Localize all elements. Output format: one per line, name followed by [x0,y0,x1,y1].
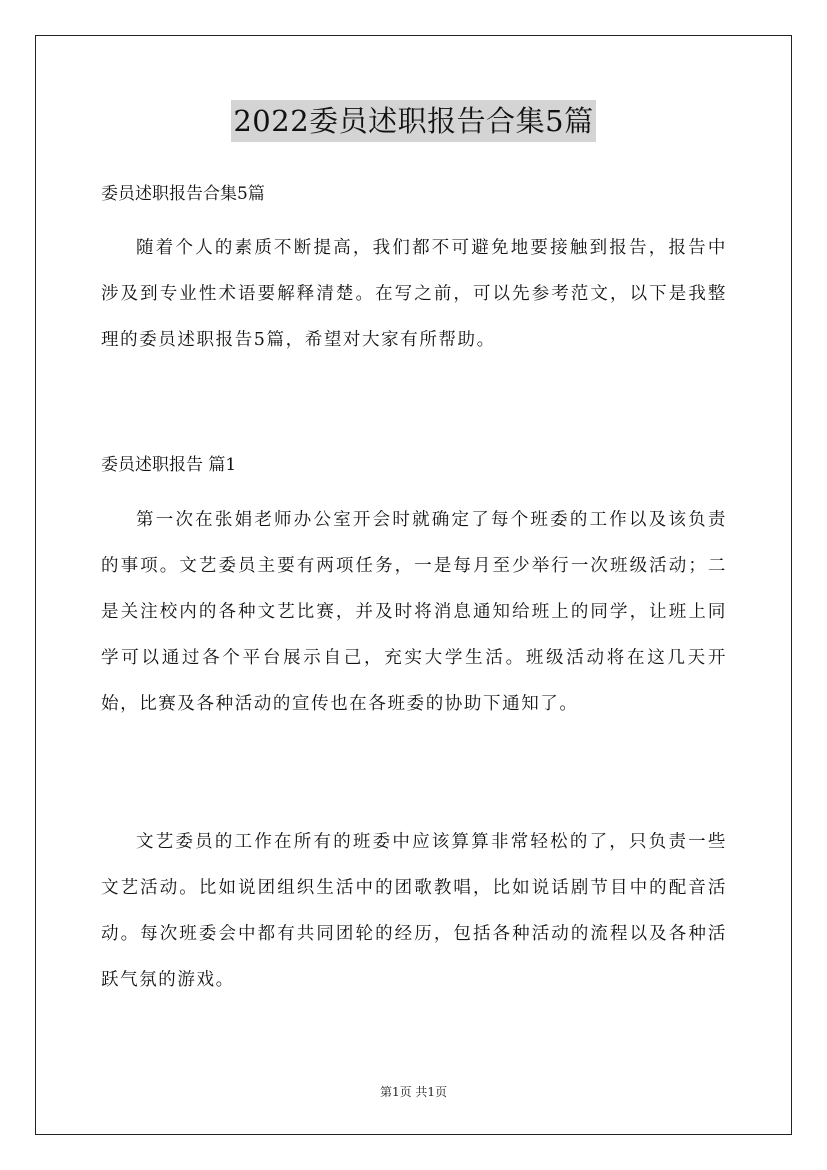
intro-paragraph: 随着个人的素质不断提高，我们都不可避免地要接触到报告，报告中涉及到专业性术语要解释清楚。在写之前，可以先参考范文，以下是我整理的委员述职报告5篇，希望对大家有所帮助。 [101,238,727,350]
document-title: 2022委员述职报告合集5篇 [231,100,595,142]
section-heading: 委员述职报告 篇1 [101,455,237,475]
document-subtitle: 委员述职报告合集5篇 [101,184,265,204]
page-footer: 第1页 共1页 [379,1085,448,1099]
body-paragraph-1: 第一次在张娟老师办公室开会时就确定了每个班委的工作以及该负责的事项。文艺委员主要有两项任务，一是每月至少举行一次班级活动；二是关注校内的各种文艺比赛，并及时将消息通知给班上的同学，让班上同学可以通过各个平台展示自己，充实大学生活。班级活动将在这几天开始，比赛及各种活动的宣传也在各班委的协助下通知了。 [101,510,727,714]
title-container [0,100,827,142]
body-paragraph-2: 文艺委员的工作在所有的班委中应该算算非常轻松的了，只负责一些文艺活动。比如说团组织生活中的团歌教唱，比如说话剧节目中的配音活动。每次班委会中都有共同团轮的经历，包括各种活动的流程以及各种活跃气氛的游戏。 [101,832,727,990]
